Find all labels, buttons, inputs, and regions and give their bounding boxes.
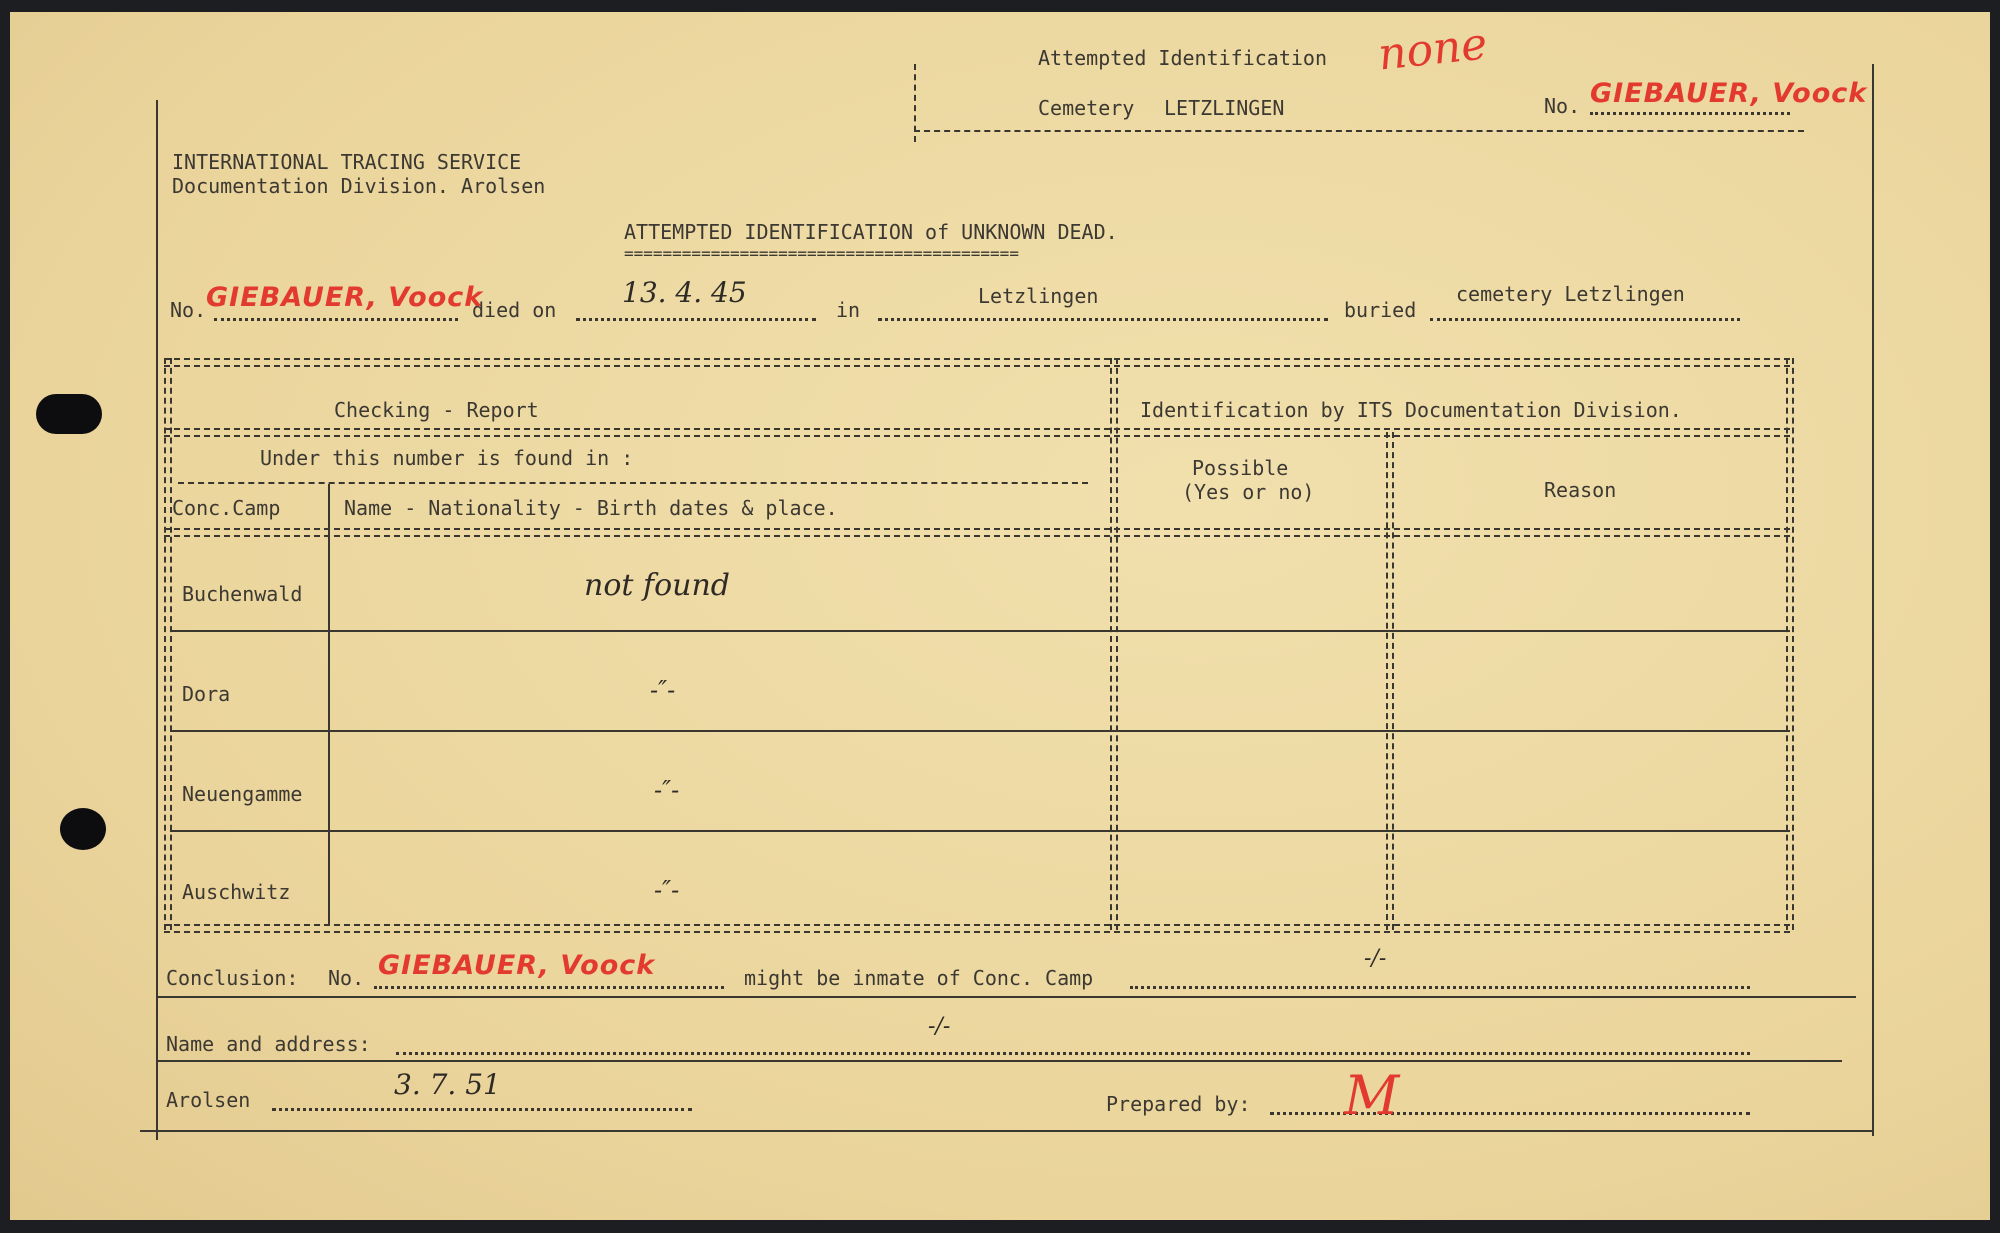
attempted-label: Attempted Identification: [1038, 46, 1327, 70]
conclusion-camp-value: -/-: [1364, 946, 1387, 971]
header-box-bottom: [914, 130, 1804, 132]
title-rule: =========================================: [624, 244, 1019, 263]
died-label: died on: [472, 298, 557, 322]
footer-date-dots: [272, 1108, 692, 1111]
camp-col-rule: [328, 484, 330, 924]
record-no-stamp: GIEBAUER, Voock: [206, 282, 484, 313]
record-no-dots: [214, 318, 458, 321]
org-line-2: Documentation Division. Arolsen: [172, 174, 546, 198]
name-address-label: Name and address:: [166, 1032, 371, 1056]
table-right-rule: [1786, 358, 1794, 930]
name-address-value: -/-: [928, 1014, 951, 1039]
cemetery-value: LETZLINGEN: [1164, 96, 1285, 120]
buried-dots: [1430, 318, 1740, 321]
record-no-label: No.: [170, 298, 207, 322]
died-value: 13. 4. 45: [622, 276, 747, 309]
prepared-by-label: Prepared by:: [1106, 1092, 1251, 1116]
under-number-rule: [178, 482, 1088, 484]
under-number-label: Under this number is found in :: [260, 446, 634, 470]
conclusion-rule: [156, 996, 1856, 998]
index-card: [10, 12, 1990, 1220]
col-reason-header: Reason: [1544, 478, 1617, 502]
punch-hole-top: [36, 394, 102, 434]
cemetery-label: Cemetery: [1038, 96, 1135, 120]
frame-bottom-line: [140, 1130, 1872, 1132]
table-bottom-rule: [164, 924, 1790, 933]
col-possible-header-2: (Yes or no): [1182, 480, 1315, 504]
row-name: -″-: [650, 676, 676, 704]
row-camp: Dora: [182, 682, 231, 706]
row-name: not found: [584, 568, 730, 603]
conclusion-no-dots: [374, 986, 724, 989]
org-line-1: INTERNATIONAL TRACING SERVICE: [172, 150, 522, 174]
table-mid-rule: [1110, 358, 1118, 930]
footer-date: 3. 7. 51: [394, 1068, 501, 1101]
name-address-dots: [396, 1052, 1750, 1055]
table-top-rule: [164, 358, 1790, 367]
conclusion-label: Conclusion:: [166, 966, 299, 990]
footer-place: Arolsen: [166, 1088, 251, 1112]
page-title: ATTEMPTED IDENTIFICATION of UNKNOWN DEAD.: [624, 220, 1118, 244]
table-possible-rule: [1386, 432, 1394, 930]
row-rule-3: [170, 830, 1790, 832]
buried-value: cemetery Letzlingen: [1456, 282, 1685, 306]
col-possible-header-1: Possible: [1192, 456, 1289, 480]
table-left-rule: [164, 358, 172, 930]
conclusion-camp-dots: [1130, 986, 1750, 989]
in-value: Letzlingen: [978, 284, 1099, 308]
col-name-header: Name - Nationality - Birth dates & place.: [344, 496, 838, 520]
conclusion-no-stamp: GIEBAUER, Voock: [378, 950, 656, 981]
prepared-by-dots: [1270, 1112, 1750, 1115]
checking-report-header: Checking - Report: [334, 398, 539, 422]
died-dots: [576, 318, 816, 321]
row-rule-1: [170, 630, 1790, 632]
table-header-rule: [164, 528, 1790, 537]
header-no-label: No.: [1544, 94, 1581, 118]
identification-header: Identification by ITS Documentation Division.: [1140, 398, 1682, 422]
frame-right-line: [1872, 64, 1874, 1136]
conclusion-no-label: No.: [328, 966, 365, 990]
name-address-rule: [156, 1060, 1842, 1062]
row-rule-2: [170, 730, 1790, 732]
row-name: -″-: [654, 876, 680, 904]
in-label: in: [836, 298, 861, 322]
buried-label: buried: [1344, 298, 1417, 322]
attempted-value: none: [1375, 18, 1490, 81]
prepared-by-signature: M: [1344, 1064, 1400, 1127]
row-camp: Neuengamme: [182, 782, 303, 806]
table-subhead-rule: [164, 428, 1790, 437]
header-no-stamp: GIEBAUER, Voock: [1590, 78, 1868, 109]
row-camp: Buchenwald: [182, 582, 303, 606]
header-no-dots: [1590, 112, 1790, 115]
in-dots: [878, 318, 1328, 321]
frame-left-line: [156, 100, 158, 1140]
row-name: -″-: [654, 776, 680, 804]
punch-hole-bottom: [60, 808, 106, 850]
might-be-label: might be inmate of Conc. Camp: [744, 966, 1094, 990]
row-camp: Auschwitz: [182, 880, 291, 904]
col-camp-header: Conc.Camp: [172, 496, 281, 520]
